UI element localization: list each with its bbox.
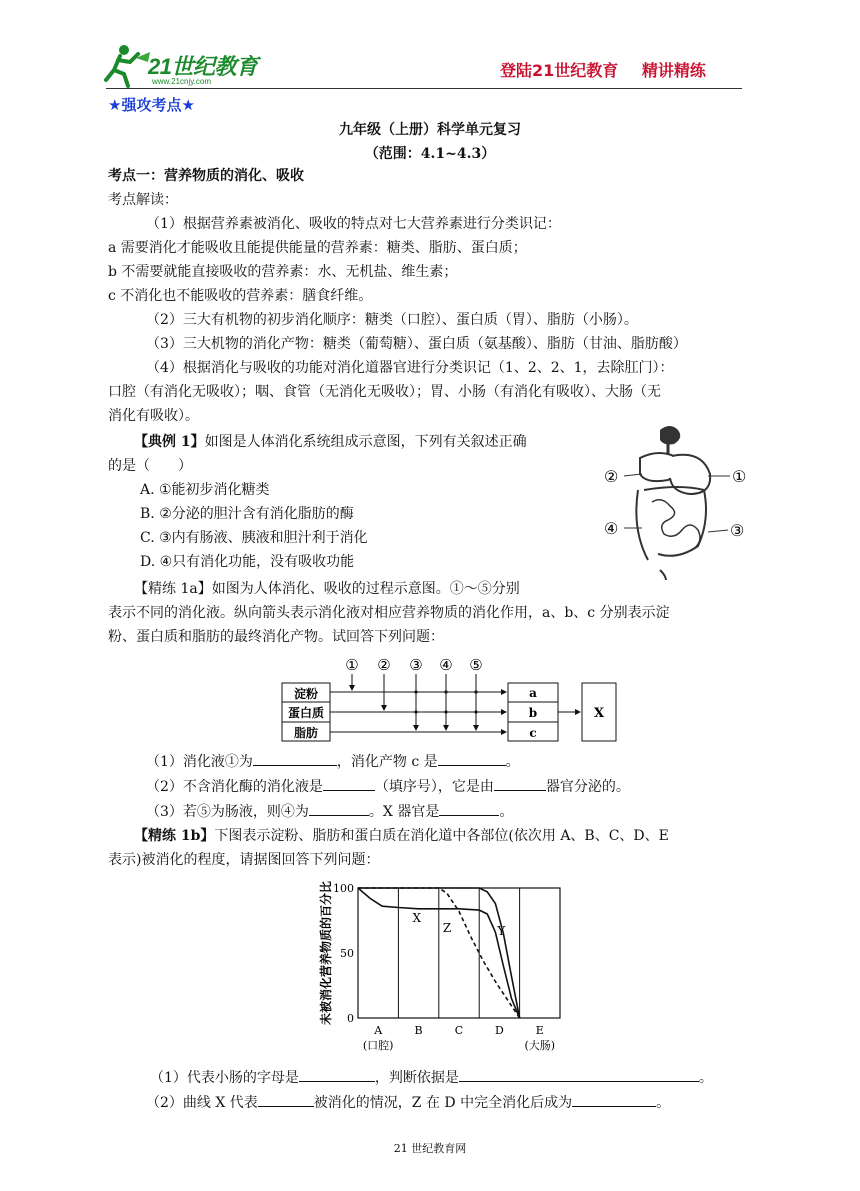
answer-blank[interactable]	[494, 777, 546, 791]
x-tick-label: A	[374, 1024, 383, 1037]
organ-x-label: X	[593, 706, 605, 721]
x-tick-label: C	[454, 1024, 464, 1037]
practice1b-q1	[150, 1068, 713, 1087]
point1-intro: 考点解读：	[108, 192, 178, 208]
q-text: 。	[698, 1070, 713, 1086]
point1-line: 消化有吸收）。	[108, 408, 199, 424]
fig-label: ①	[732, 467, 747, 486]
answer-blank[interactable]	[309, 802, 369, 816]
answer-blank[interactable]	[572, 1093, 656, 1107]
point1-line: （4）根据消化与吸收的功能对消化道器官进行分类识记（1、2、2、1，去除肛门）：	[146, 360, 674, 376]
logo-url: www.21cnjy.com	[152, 77, 211, 86]
x-tick-note: (大肠)	[524, 1039, 556, 1052]
series-label: Z	[442, 921, 452, 936]
header-divider	[106, 88, 742, 89]
example1-label: 【典例 1】	[134, 434, 205, 450]
q-text: 。	[505, 754, 520, 770]
nutrient-label: 蛋白质	[287, 706, 325, 720]
juice-label: ②	[377, 656, 391, 674]
section-tag: ★强攻考点★	[108, 96, 195, 114]
y-tick-label: 100	[333, 882, 354, 895]
fig-label: ③	[730, 521, 745, 540]
doc-range: （范围：4.1~4.3）	[364, 146, 496, 162]
x-tick-label: D	[494, 1024, 504, 1037]
digestive-system-figure	[600, 420, 755, 580]
practice1a-stem	[134, 580, 520, 598]
example1-stem	[134, 433, 527, 451]
example1-option-c: C. ③内有肠液、胰液和胆汁利于消化	[140, 530, 368, 546]
q-text: 。	[656, 1095, 671, 1111]
example1-option-d: D. ④只有消化功能，没有吸收功能	[140, 554, 355, 570]
product-label: a	[529, 686, 537, 700]
q-text: （2）不含消化酶的消化液是	[146, 779, 323, 795]
product-label: b	[528, 706, 538, 720]
practice1b-label: 【精练 1b】	[134, 828, 215, 844]
example1-option-a: A. ①能初步消化糖类	[140, 482, 270, 498]
juice-label: ⑤	[469, 656, 483, 674]
practice1b-stem1: 下图表示淀粉、脂肪和蛋白质在消化道中各部位(依次用 A、B、C、D、E	[214, 828, 669, 844]
page-footer: 21 世纪教育网	[393, 1142, 467, 1155]
nutrient-label: 脂肪	[293, 726, 319, 740]
q-text: （3）若⑤为肠液，则④为	[146, 804, 309, 820]
answer-blank[interactable]	[439, 802, 499, 816]
q-text: （2）曲线 X 代表	[146, 1095, 258, 1111]
practice1a-stem2: 表示不同的消化液。纵向箭头表示消化液对相应营养物质的消化作用，a、b、c 分别表示淀	[108, 605, 670, 621]
juice-label: ①	[345, 656, 359, 674]
y-tick-label: 0	[347, 1012, 354, 1025]
logo-text: 21世纪教育	[148, 54, 258, 79]
point1-line: （3）三大机物的消化产物：糖类（葡萄糖）、蛋白质（氨基酸）、脂肪（甘油、脂肪酸）	[146, 336, 687, 352]
q-text: ，判断依据是	[374, 1070, 459, 1086]
practice1a-q3	[146, 802, 513, 821]
point1-line: （2）三大有机物的初步消化顺序：糖类（口腔）、蛋白质（胃）、脂肪（小肠）。	[146, 312, 638, 328]
example1-stem2: 的是（ ）	[108, 458, 192, 474]
q-text: （1）消化液①为	[146, 754, 253, 770]
series-label: X	[412, 910, 422, 925]
plot-frame	[358, 888, 560, 1018]
practice1a-q1	[146, 752, 520, 771]
x-tick-label: B	[414, 1024, 423, 1037]
q-text: ，消化产物 c 是	[336, 754, 438, 770]
practice1a-label: 【精练 1a】	[134, 581, 212, 597]
practice1a-stem1: 如图为人体消化、吸收的过程示意图。①～⑤分别	[211, 581, 520, 597]
answer-blank[interactable]	[299, 1068, 375, 1082]
practice1b-stem2: 表示)被消化的程度，请据图回答下列问题：	[108, 852, 380, 868]
q-text: 被消化的情况，Z 在 D 中完全消化后成为	[313, 1095, 573, 1111]
answer-blank[interactable]	[258, 1093, 314, 1107]
q-text: 。	[499, 804, 514, 820]
juice-label: ④	[439, 656, 453, 674]
answer-blank[interactable]	[459, 1068, 699, 1082]
y-tick-label: 50	[340, 947, 354, 960]
product-label: c	[529, 726, 537, 740]
point1-heading: 考点一：营养物质的消化、吸收	[108, 168, 304, 184]
digestion-flow-diagram	[280, 650, 620, 750]
nutrient-label: 淀粉	[293, 687, 319, 701]
point1-line: c 不消化也不能吸收的营养素：膳食纤维。	[108, 288, 373, 304]
q-text: 器官分泌的。	[545, 779, 630, 795]
answer-blank[interactable]	[438, 752, 506, 766]
point1-line: b 不需要就能直接吸收的营养素：水、无机盐、维生素；	[108, 264, 458, 280]
juice-label: ③	[409, 656, 423, 674]
example1-stem1: 如图是人体消化系统组成示意图，下列有关叙述正确	[204, 434, 527, 450]
x-tick-label: E	[535, 1024, 544, 1037]
example1-option-b: B. ②分泌的胆汁含有消化脂肪的酶	[140, 506, 354, 522]
header-slogan: 登陆21世纪教育 精讲精练	[500, 61, 706, 80]
practice1a-stem3: 粉、蛋白质和脂肪的最终消化产物。试回答下列问题：	[108, 629, 444, 645]
y-axis-label: 未被消化营养物质的百分比	[319, 880, 333, 1026]
q-text: （1）代表小肠的字母是	[150, 1070, 299, 1086]
digestion-chart	[310, 866, 580, 1066]
point1-line: 口腔（有消化无吸收）；咽、食管（无消化无吸收）；胃、小肠（有消化有吸收）、大肠（无	[108, 384, 661, 400]
doc-title: 九年级（上册）科学单元复习	[339, 122, 521, 138]
fig-label: ②	[604, 467, 619, 486]
answer-blank[interactable]	[323, 777, 375, 791]
series-label: Y	[497, 923, 506, 938]
practice1a-q2	[146, 777, 630, 796]
practice1b-q2	[146, 1093, 670, 1112]
practice1b-stem	[134, 827, 669, 845]
point1-line: a 需要消化才能吸收且能提供能量的营养素：糖类、脂肪、蛋白质；	[108, 240, 527, 256]
point1-line: （1）根据营养素被消化、吸收的特点对七大营养素进行分类识记：	[146, 216, 561, 232]
q-text: （填序号），它是由	[374, 779, 494, 795]
fig-label: ④	[604, 519, 619, 538]
answer-blank[interactable]	[253, 752, 337, 766]
x-tick-note: (口腔)	[362, 1039, 394, 1052]
q-text: 。X 器官是	[368, 804, 440, 820]
